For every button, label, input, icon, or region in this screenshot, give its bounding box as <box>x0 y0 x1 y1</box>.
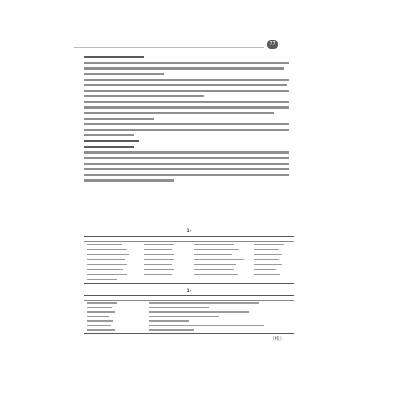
section-heading-line <box>84 56 144 58</box>
continued-marker: （续） <box>270 337 285 342</box>
table-2 <box>84 288 294 336</box>
header-rule <box>74 47 264 48</box>
body-text-top <box>84 56 294 185</box>
table-1 <box>84 228 294 288</box>
table-2-caption: 1- <box>186 288 192 293</box>
page-number: 77 <box>267 40 278 49</box>
print-footer <box>8 388 392 394</box>
table-1-caption: 1- <box>186 228 192 233</box>
